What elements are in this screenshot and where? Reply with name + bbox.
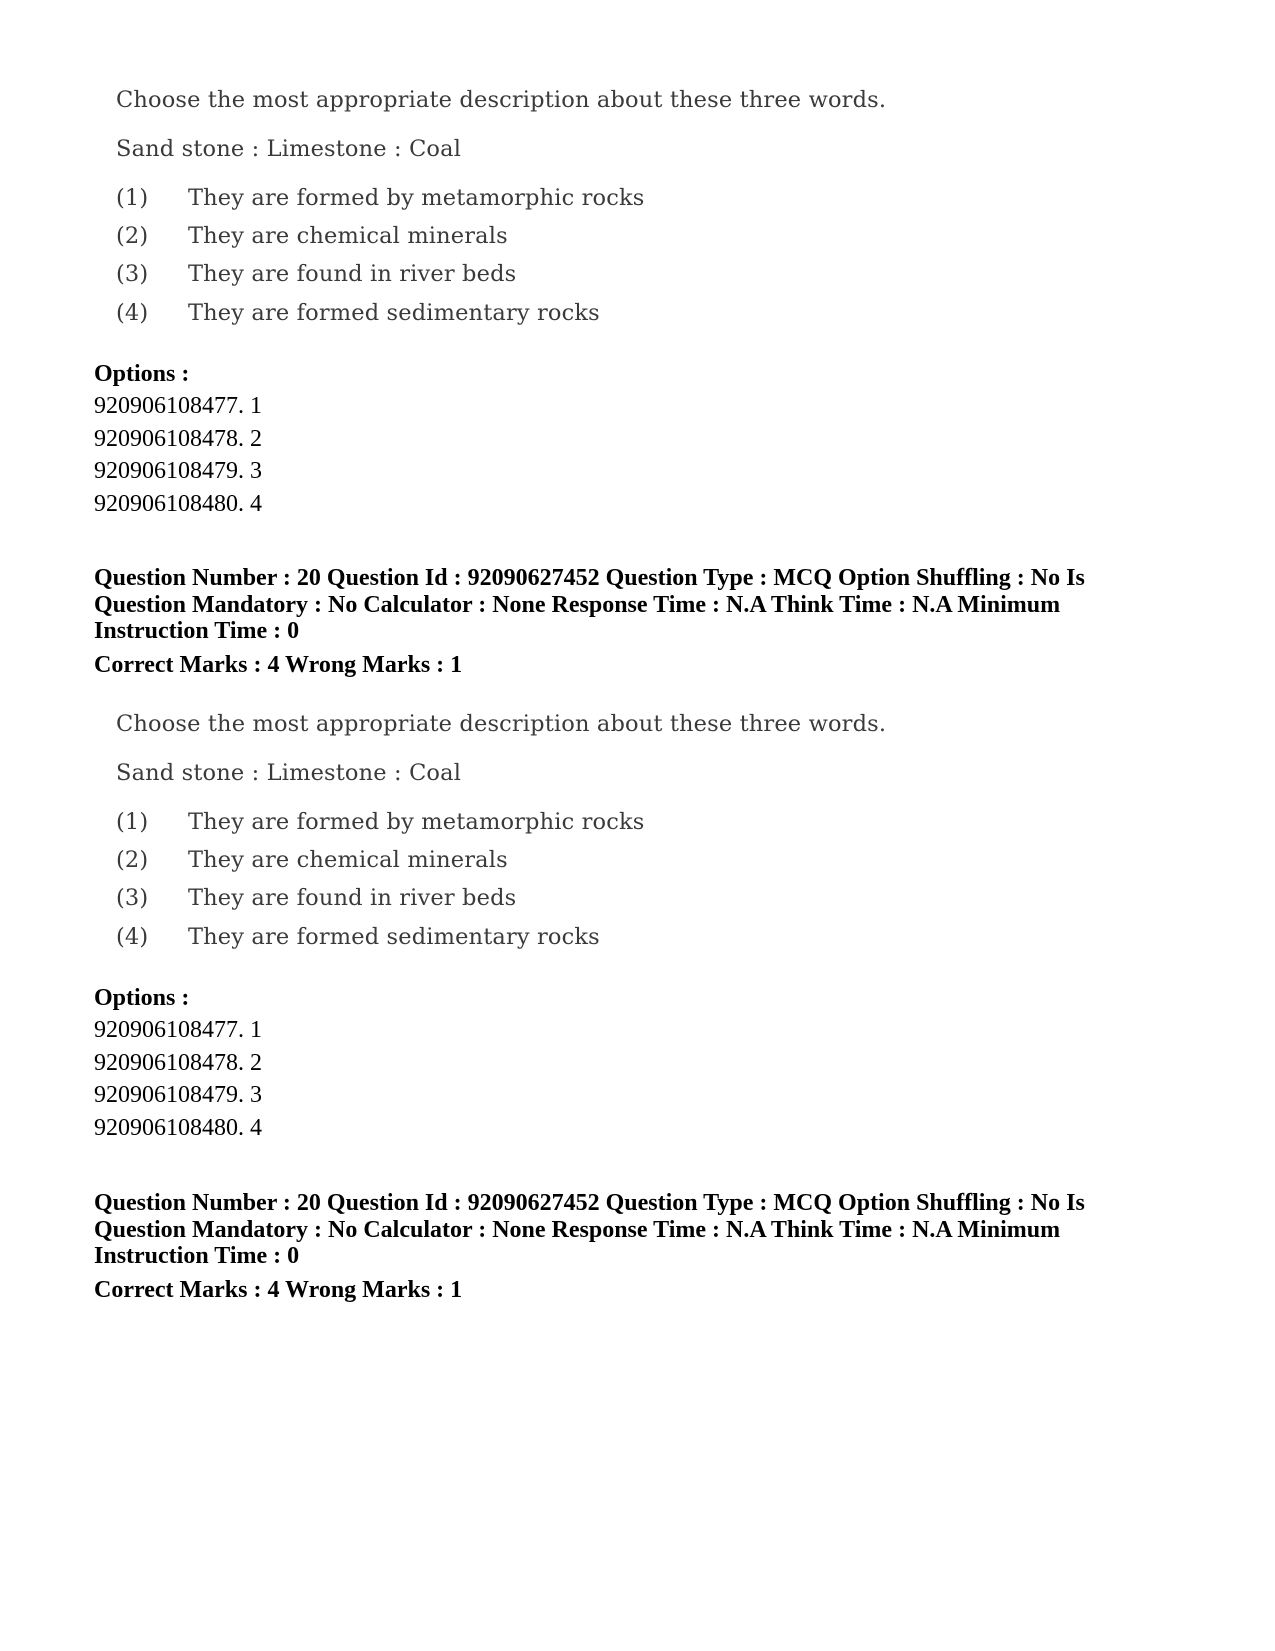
question-prompt: Choose the most appropriate description about these three words. <box>116 87 887 113</box>
choice-number: (2) <box>116 847 149 873</box>
question-metadata <box>94 1190 1094 1303</box>
choice-text: They are found in river beds <box>188 885 517 911</box>
choice-text: They are formed sedimentary rocks <box>188 924 600 950</box>
choice-text: They are formed by metamorphic rocks <box>188 185 645 211</box>
options-list <box>94 982 262 1144</box>
marks-line: Correct Marks : 4 Wrong Marks : 1 <box>94 1276 463 1303</box>
option-item: 920906108479. 3 <box>94 1082 262 1108</box>
choice-number: (1) <box>116 809 149 835</box>
question-image <box>98 711 998 961</box>
metadata-line: Instruction Time : 0 <box>94 1243 300 1269</box>
marks-line: Correct Marks : 4 Wrong Marks : 1 <box>94 651 463 678</box>
choice-number: (2) <box>116 223 149 249</box>
question-image <box>98 87 998 337</box>
choice-number: (3) <box>116 261 149 287</box>
metadata-line: Question Mandatory : No Calculator : None Response Time : N.A Think Time : N.A Minimum <box>94 591 1061 618</box>
choice-number: (1) <box>116 185 149 211</box>
choice-text: They are formed sedimentary rocks <box>188 300 600 326</box>
choice-number: (4) <box>116 300 149 326</box>
choice-text: They are found in river beds <box>188 261 517 287</box>
question-words: Sand stone : Limestone : Coal <box>116 136 462 162</box>
choice-text: They are formed by metamorphic rocks <box>188 809 645 835</box>
option-item: 920906108478. 2 <box>94 1049 262 1076</box>
choice-text: They are chemical minerals <box>188 223 508 249</box>
choice-text: They are chemical minerals <box>188 847 508 873</box>
option-item: 920906108479. 3 <box>94 458 262 484</box>
choice-number: (4) <box>116 924 149 950</box>
metadata-line: Question Mandatory : No Calculator : None Response Time : N.A Think Time : N.A Minimum <box>94 1216 1061 1243</box>
metadata-line: Question Number : 20 Question Id : 92090627452 Question Type : MCQ Option Shuffling : No Is <box>94 565 1085 591</box>
question-words: Sand stone : Limestone : Coal <box>116 760 462 786</box>
options-list <box>94 358 262 520</box>
option-item: 920906108480. 4 <box>94 1114 262 1141</box>
choice-number: (3) <box>116 885 149 911</box>
question-metadata <box>94 565 1094 678</box>
options-title: Options : <box>94 361 190 387</box>
option-item: 920906108477. 1 <box>94 1017 262 1043</box>
question-prompt: Choose the most appropriate description about these three words. <box>116 711 887 737</box>
option-item: 920906108480. 4 <box>94 490 262 517</box>
options-title: Options : <box>94 985 190 1011</box>
metadata-line: Question Number : 20 Question Id : 92090627452 Question Type : MCQ Option Shuffling : No Is <box>94 1190 1085 1216</box>
metadata-line: Instruction Time : 0 <box>94 618 300 644</box>
option-item: 920906108477. 1 <box>94 393 262 419</box>
option-item: 920906108478. 2 <box>94 425 262 452</box>
